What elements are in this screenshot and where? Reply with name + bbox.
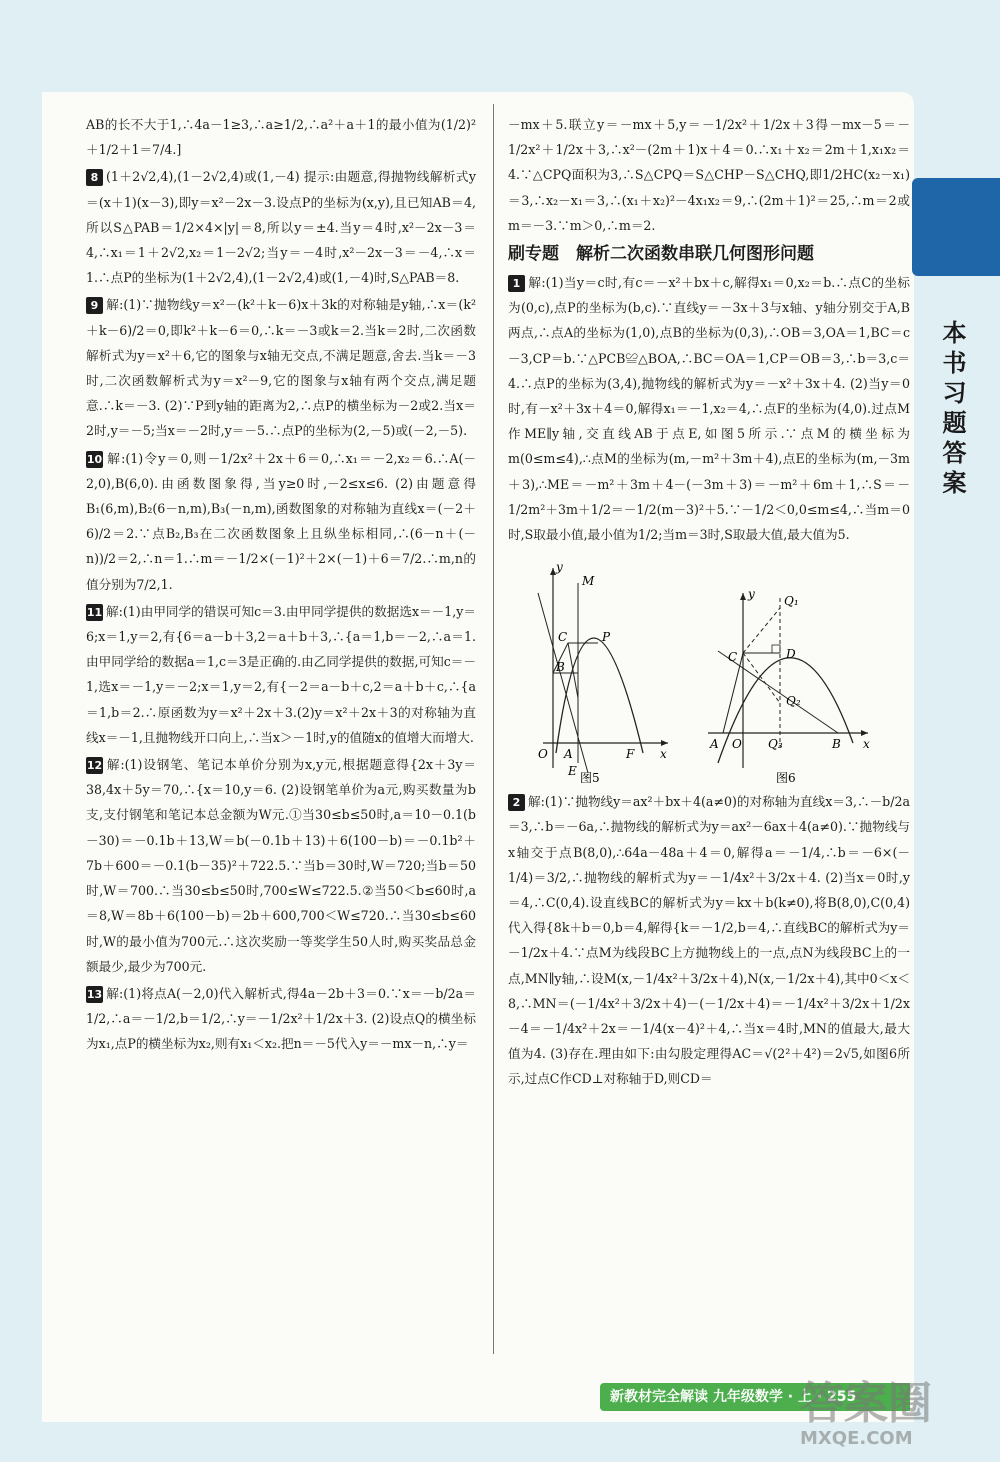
fig5-label-x: x	[660, 747, 667, 762]
fig6-label-O: O	[732, 737, 742, 752]
column-divider	[493, 104, 494, 1354]
answer-text: 解:(1)∵抛物线y＝x²－(k²＋k－6)x＋3k的对称轴是y轴,∴x＝(k²＋k－6)/2＝0,即k²＋k－6＝0,∴k＝－3或k＝2.当k＝2时,二次函数解析式为y＝x²＋6,它的图象与x轴无交点,不满足题意,舍去.当k＝－3时,二次函数解析式为y＝x²－9,它的图象与x轴有两个交点,满足题意.∴k＝－3. (2)∵P到y轴的距离为2,∴点P的横坐标为－2或2.当x＝2时,y＝－5;当x＝－2时,y＝－5.∴点P的坐标为(2,－5)或(－2,－5).	[86, 297, 476, 439]
fig5-label-E: E	[568, 764, 577, 779]
watermark-main: 答案圈	[800, 1378, 932, 1429]
footer-book-title: 新教材完全解读 九年级数学 · 上 · 255	[600, 1383, 910, 1411]
section-title: 刷专题 解析二次函数串联几何图形问题	[508, 244, 814, 265]
fig5-label-F: F	[626, 747, 635, 762]
fig5-label-A: A	[564, 747, 573, 762]
answer-text: 解:(1)设钢笔、笔记本单价分别为x,y元,根据题意得{2x＋3y＝38,4x＋5y＝70,∴{x＝10,y＝6. (2)设钢笔单价为a元,购买数量为b支,支付钢笔和笔记本总金额为W元.①当30≤b≤50时,a＝10－0.1(b－30)＝－0.1b＋13,W＝b(－0.1b＋13)＋6(100－b)＝－0.1b²＋7b＋600＝－0.1(b－35)²＋722.5.∵当b＝30时,W＝720;当b＝50时,W＝700.∴当30≤b≤50时,700≤W≤722.5.②当50＜b≤60时,a＝8,W＝8b＋6(100－b)＝2b＋600,700＜W≤720.∴当30≤b≤60时,W的最小值为700元.∴这次奖励一等奖学生50人时,购买奖品总金额最少,最少为700元.	[86, 757, 476, 974]
side-tab-label: 本书习题答案	[938, 320, 967, 500]
answer-item-8	[86, 164, 476, 290]
answer-item-13	[86, 981, 476, 1057]
fig5-label-y: y	[556, 560, 563, 575]
fig6-label-Q2: Q₂	[786, 694, 801, 709]
fig6-caption: 图6	[776, 771, 796, 784]
figures-svg	[508, 553, 910, 783]
fig5-label-C: C	[558, 630, 568, 645]
answer-text: 解:(1)由甲同学的错误可知c＝3.由甲同学提供的数据选x＝－1,y＝6;x＝1,y＝2,有{6＝a－b＋3,2＝a＋b＋3,∴{a＝1,b＝－2,∴a＝1.由甲同学给的数据a＝1,c＝3是正确的.由乙同学提供的数据,可知c＝－1,选x＝－1,y＝－2;x＝1,y＝2,有{－2＝a－b＋c,2＝a＋b＋c,∴{a＝1,b＝2.∴原函数为y＝x²＋2x＋3.(2)y＝x²＋2x＋3的对称轴为直线x＝－1,且抛物线开口向上,∴当x＞－1时,y的值随x的值增大而增大.	[86, 603, 476, 745]
answer-item-9	[86, 292, 476, 443]
answer-text: (1＋2√2,4),(1－2√2,4)或(1,－4) 提示:由题意,得抛物线解析式y＝(x＋1)(x－3),即y＝x²－2x－3.设点P的坐标为(x,y),且已知AB＝4,所以S△PAB＝1/2×4×|y|＝8,所以y＝±4.当y＝4时,x²－2x－3＝4,∴x₁＝1＋2√2,x₂＝1－2√2;当y＝－4时,x²－2x－3＝－4,∴x＝1.∴点P的坐标为(1＋2√2,4),(1－2√2,4)或(1,－4)时,S△PAB＝8.	[86, 169, 476, 286]
fig5-label-M: M	[582, 574, 595, 589]
fig5-caption: 图5	[580, 771, 600, 784]
question-number-badge: 8	[86, 169, 103, 186]
fig5-label-P: P	[602, 630, 611, 645]
watermark-logo	[800, 1380, 990, 1460]
answer-item-10	[86, 446, 476, 597]
figure-6	[708, 587, 870, 768]
fig5-label-O: O	[538, 747, 548, 762]
answer-continuation: －mx＋5.联立y＝－mx＋5,y＝－1/2x²＋1/2x＋3得－mx－5＝－1/2x²＋1/2x＋3,∴x²－(2m＋1)x＋4＝0.∴x₁＋x₂＝2m＋1,x₁x₂＝4.∵△CPQ面积为3,∴S△CPQ＝S△CHP－S△CHQ,即1/2HC(x₂－x₁)＝3,∴x₂－x₁＝3,∴(x₁＋x₂)²－4x₁x₂＝9,∴(2m＋1)²＝25,∴m＝2或m＝－3.∵m＞0,∴m＝2.	[508, 117, 910, 233]
figures-row	[508, 553, 910, 783]
answer-item-12	[86, 752, 476, 979]
answer-text: 解:(1)∵抛物线y＝ax²＋bx＋4(a≠0)的对称轴为直线x＝3,∴－b/2a＝3,∴b＝－6a,∴抛物线的解析式为y＝ax²－6ax＋4(a≠0).∵抛物线与x轴交于点B(8,0),∴64a－48a＋4＝0,解得a＝－1/4,∴b＝－6×(－1/4)＝3/2,∴抛物线的解析式为y＝－1/4x²＋3/2x＋4. (2)当x＝0时,y＝4,∴C(0,4).设直线BC的解析式为y＝kx＋b(k≠0),将B(8,0),C(0,4)代入得{8k＋b＝0,b＝4,解得{k＝－1/2,b＝4,∴直线BC的解析式为y＝－1/2x＋4.∵点M为线段BC上方抛物线上的一点,点N为线段BC上的一点,MN∥y轴,∴设M(x,－1/4x²＋3/2x＋4),N(x,－1/2x＋4),其中0＜x＜8,∴MN＝(－1/4x²＋3/2x＋4)－(－1/2x＋4)＝－1/4x²＋3/2x＋1/2x－4＝－1/4x²＋2x＝－1/4(x－4)²＋4,∴当x＝4时,MN的值最大,最大值为4. (3)存在.理由如下:由勾股定理得AC＝√(2²＋4²)＝2√5,如图6所示,过点C作CD⊥对称轴于D,则CD＝	[508, 794, 910, 1087]
answer-text: 解:(1)令y＝0,则－1/2x²＋2x＋6＝0,∴x₁＝－2,x₂＝6.∴A(－2,0),B(6,0).由函数图象得,当y≥0时,－2≤x≤6. (2)由题意得B₁(6,m),B₂(6－n,m),B₃(－n,m),函数图象的对称轴为直线x＝(－2＋6)/2＝2.∵点B₂,B₃在二次函数图象上且纵坐标相同,∴(6－n＋(－n))/2＝2,∴n＝1.∴m＝－1/2×(－1)²＋2×(－1)＋6＝7/2.∴m,n的值分别为7/2,1.	[86, 450, 476, 592]
fig6-label-y: y	[748, 587, 755, 602]
fig6-label-Q3: Q₃	[768, 737, 783, 752]
answer-item-11	[86, 599, 476, 750]
answer-item-2	[508, 789, 910, 1091]
fig6-label-x: x	[863, 737, 870, 752]
answer-continuation: AB的长不大于1,∴4a－1≥3,∴a≥1/2,∴a²＋a＋1的最小值为(1/2)²＋1/2＋1＝7/4.]	[86, 117, 476, 158]
watermark-url: MXQE.COM	[800, 1428, 913, 1449]
answer-item-1	[508, 270, 910, 547]
question-number-badge: 1	[508, 275, 525, 292]
fig6-label-A: A	[710, 737, 719, 752]
fig5-label-B: B	[556, 660, 565, 675]
question-number-badge: 2	[508, 794, 525, 811]
answer-text: 解:(1)当y＝c时,有c＝－x²＋bx＋c,解得x₁＝0,x₂＝b.∴点C的坐标为(0,c),点P的坐标为(b,c).∵直线y＝－3x＋3与x轴、y轴分别交于A,B两点,∴点A的坐标为(1,0),点B的坐标为(0,3),∴OB＝3,OA＝1,BC＝c－3,CP＝b.∵△PCB≌△BOA,∴BC＝OA＝1,CP＝OB＝3,∴b＝3,c＝4.∴点P的坐标为(3,4),抛物线的解析式为y＝－x²＋3x＋4. (2)当y＝0时,有－x²＋3x＋4＝0,解得x₁＝－1,x₂＝4,∴点F的坐标为(4,0).过点M作ME∥y轴,交直线AB于点E,如图5所示.∵点M的横坐标为m(0≤m≤4),∴点M的坐标为(m,－m²＋3m＋4),点E的坐标为(m,－3m＋3),∴ME＝－m²＋3m＋4－(－3m＋3)＝－m²＋6m＋1,∴S＝－1/2m²＋3m＋1/2＝－1/2(m－3)²＋5.∵－1/2＜0,0≤m≤4,∴当m＝0时,S取最小值,最小值为1/2;当m＝3时,S取最大值,最大值为5.	[508, 275, 910, 543]
fig6-label-D: D	[786, 647, 796, 662]
question-number-badge: 11	[86, 605, 103, 619]
answer-text: 解:(1)将点A(－2,0)代入解析式,得4a－2b＋3＝0.∵x＝－b/2a＝1/2,∴a＝－1/2,b＝1/2,∴y＝－1/2x²＋1/2x＋3. (2)设点Q的横坐标为x₁,点P的横坐标为x₂,则有x₁＜x₂.把n＝－5代入y＝－mx－n,∴y＝	[86, 985, 476, 1052]
question-number-badge: 13	[86, 987, 103, 1001]
question-number-badge: 10	[86, 452, 103, 466]
figure-5	[538, 560, 668, 778]
left-column	[86, 112, 476, 1059]
side-tab-marker	[912, 178, 1000, 276]
fig6-label-Q1: Q₁	[784, 594, 799, 609]
right-column	[508, 112, 910, 1094]
fig6-label-C: C	[728, 650, 738, 665]
question-number-badge: 9	[86, 297, 103, 314]
question-number-badge: 12	[86, 759, 103, 773]
fig6-label-B: B	[832, 737, 841, 752]
